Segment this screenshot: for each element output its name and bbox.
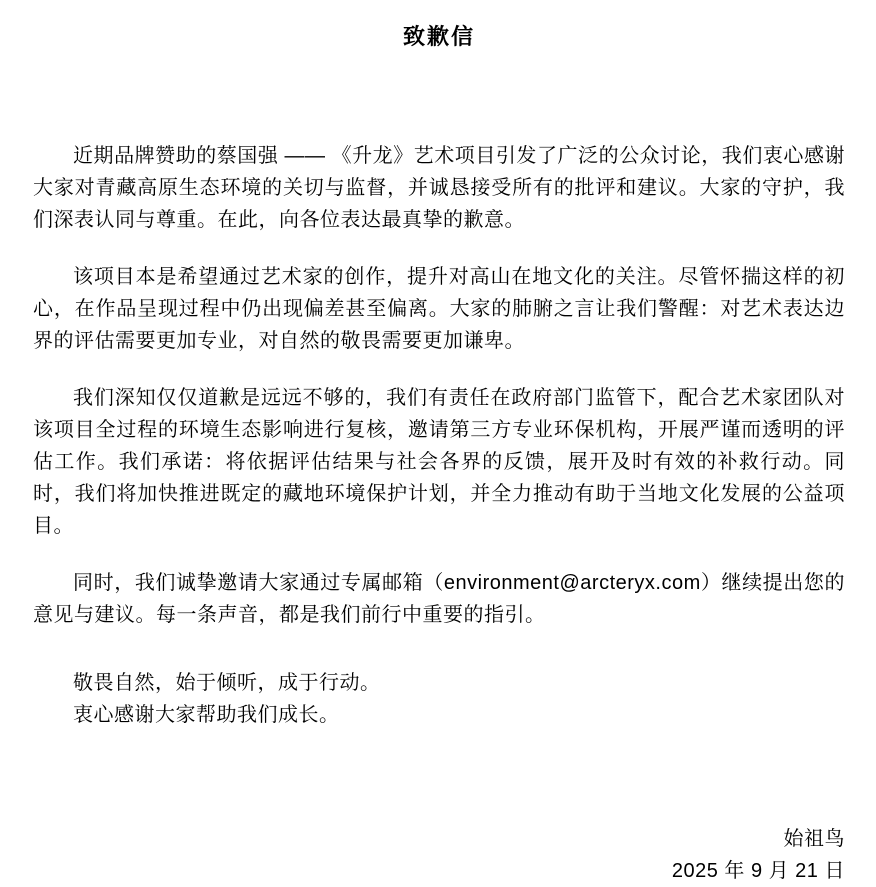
paragraph-project-intent: 该项目本是希望通过艺术家的创作，提升对高山在地文化的关注。尽管怀揣这样的初心，在作品呈现过程中仍出现偏差甚至偏离。大家的肺腑之言让我们警醒：对艺术表达边界的评估需要更加专业，对自然的敬畏需要更加谦卑。 bbox=[33, 266, 845, 352]
closing-line-thanks: 衷心感谢大家帮助我们成长。 bbox=[73, 704, 340, 726]
closing-block bbox=[33, 667, 845, 731]
signature-brand-name: 始祖鸟 bbox=[783, 828, 845, 850]
closing-line-respect-nature: 敬畏自然，始于倾听，成于行动。 bbox=[73, 672, 381, 694]
paragraph-intro-apology: 近期品牌赞助的蔡国强 —— 《升龙》艺术项目引发了广泛的公众讨论，我们衷心感谢大家对青藏高原生态环境的关切与监督，并诚恳接受所有的批评和建议。大家的守护，我们深表认同与尊重。在此，向各位表达最真挚的歉意。 bbox=[33, 145, 845, 231]
signature-date: 2025 年 9 月 21 日 bbox=[671, 860, 845, 882]
paragraph-feedback-email: 同时，我们诚挚邀请大家通过专属邮箱（environment@arcteryx.com）继续提出您的意见与建议。每一条声音，都是我们前行中重要的指引。 bbox=[33, 572, 845, 626]
paragraph-remedy-commitment: 我们深知仅仅道歉是远远不够的，我们有责任在政府部门监管下，配合艺术家团队对该项目全过程的环境生态影响进行复核，邀请第三方专业环保机构，开展严谨而透明的评估工作。我们承诺：将依据评估结果与社会各界的反馈，展开及时有效的补救行动。同时，我们将加快推进既定的藏地环境保护计划，并全力推动有助于当地文化发展的公益项目。 bbox=[33, 387, 845, 537]
page-title: 致歉信 bbox=[402, 24, 475, 49]
